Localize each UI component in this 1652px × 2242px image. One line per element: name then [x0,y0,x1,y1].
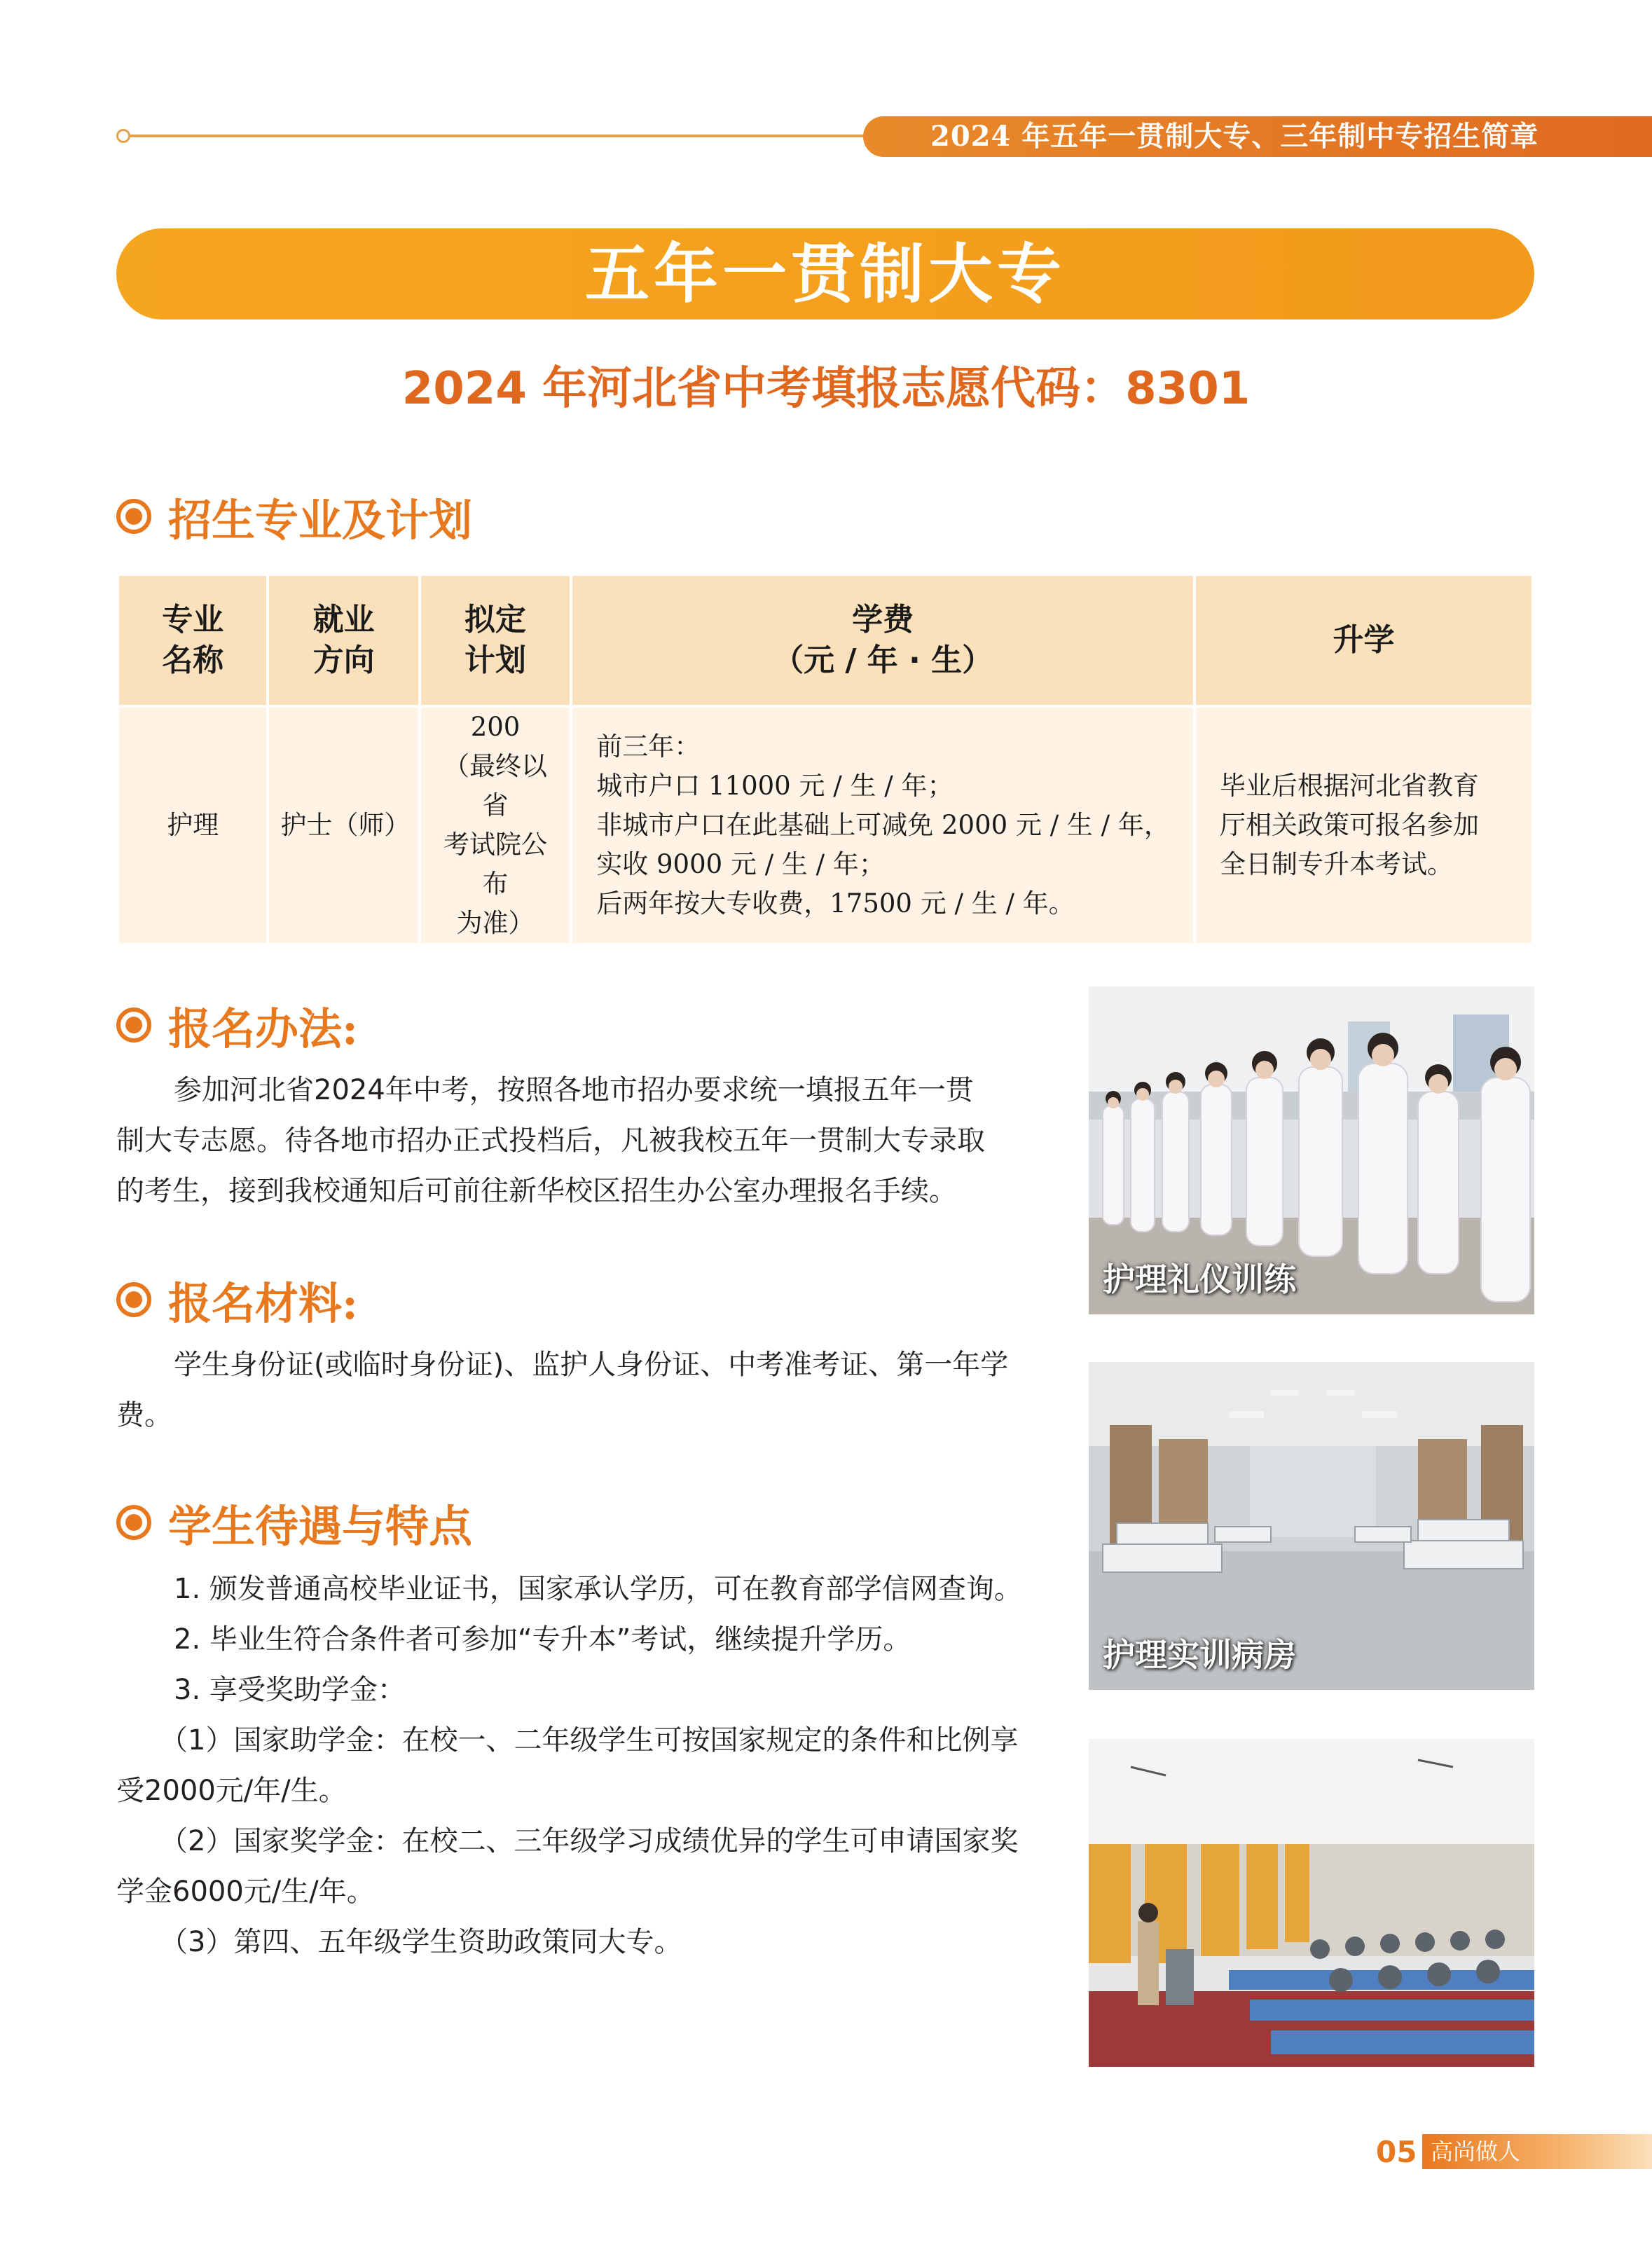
text-line: 费。 [116,1399,172,1431]
header-cell-further [1196,576,1531,705]
bullet-circle-icon [116,1007,151,1043]
header-text: 方向 [312,642,375,678]
cell-career: 护士（师） [269,705,418,943]
list-item: 1. 颁发普通高校毕业证书，国家承认学历，可在教育部学信网查询。 [174,1573,1022,1605]
header-cell-career [269,576,418,705]
cell-further [1196,705,1531,943]
header-text: 升学 [1333,622,1395,658]
cell-line: 前三年： [596,731,701,762]
list-item: 受2000元/年/生。 [116,1775,347,1807]
benefits-list [116,1564,1027,1967]
footer-slogan: 高尚做人 [1431,2138,1521,2165]
cell-plan [421,705,570,943]
brochure-title: 2024 年五年一贯制大专、三年制中专招生简章 [930,120,1539,153]
footer-slogan-bar [1422,2134,1652,2169]
list-item: 学金6000元/生/年。 [116,1876,375,1908]
cell-line: 200 [470,712,521,742]
header-text: （元 / 年 · 生） [773,642,993,678]
materials-paragraph [116,1340,1027,1440]
cell-line: 考试院公布 [443,830,548,899]
text-line: 的考生，接到我校通知后可前往新华校区招生办公室办理报名手续。 [116,1175,957,1207]
header-cell-major [119,576,266,705]
text-line: 参加河北省2024年中考，按照各地市招办要求统一填报五年一贯 [174,1074,974,1106]
photo-classroom [1089,1739,1534,2067]
cell-major: 护理 [119,705,266,943]
header-cell-plan [421,576,570,705]
list-item: （3）第四、五年级学生资助政策同大专。 [160,1926,682,1958]
cell-line: 非城市户口在此基础上可减免 2000 元 / 生 / 年， [596,810,1170,840]
photo-etiquette-training [1089,986,1534,1314]
header-text: 计划 [464,642,527,678]
table-row [119,705,1531,943]
brochure-title-bar [863,116,1652,157]
enrollment-table [116,576,1534,943]
text-line: 学生身份证(或临时身份证)、监护人身份证、中考准考证、第一年学 [174,1349,1009,1381]
cell-line: 为准） [456,908,535,938]
header-text: 就业 [312,602,375,638]
cell-line: 厅相关政策可报名参加 [1220,810,1480,840]
page-title-banner [116,228,1534,319]
section-heading-method [116,993,358,1057]
header-rule-dot [116,129,130,143]
section-title: 招生专业及计划 [168,494,473,546]
classroom-image [1089,1739,1534,2067]
list-item: 3. 享受奖助学金： [174,1674,406,1706]
cell-line: 全日制专升本考试。 [1220,849,1454,879]
page-title: 五年一贯制大专 [584,236,1066,312]
header-text: 拟定 [464,602,527,638]
header-cell-fee [572,576,1193,705]
list-item: 2. 毕业生符合条件者可参加“专升本”考试，继续提升学历。 [174,1623,911,1656]
section-heading-benefits [116,1491,472,1554]
photo-training-ward [1089,1362,1534,1690]
header-rule [125,135,867,137]
bullet-circle-icon [116,499,151,534]
photo-caption: 护理礼仪训练 [1103,1260,1296,1298]
header-text: 专业 [162,602,224,638]
section-title: 报名办法: [168,1003,358,1054]
header-text: 学费 [852,602,914,638]
cell-fee [572,705,1193,943]
section-heading-materials [116,1268,358,1331]
cell-line: 实收 9000 元 / 生 / 年； [596,849,885,879]
section-heading-plan [116,485,472,548]
section-title: 报名材料: [168,1277,358,1329]
text-line: 制大专志愿。待各地市招办正式投档后，凡被我校五年一贯制大专录取 [116,1125,985,1157]
page-number: 05 [1376,2135,1417,2169]
bullet-circle-icon [116,1505,151,1540]
application-code-line: 2024 年河北省中考填报志愿代码：8301 [401,363,1251,415]
cell-line: 城市户口 11000 元 / 生 / 年； [596,771,954,801]
photo-caption: 护理实训病房 [1103,1636,1296,1674]
section-title: 学生待遇与特点 [168,1500,473,1552]
list-item: （1）国家助学金：在校一、二年级学生可按国家规定的条件和比例享 [160,1724,1019,1756]
cell-line: （最终以省 [443,751,548,820]
bullet-circle-icon [116,1282,151,1317]
header-text: 名称 [162,642,224,678]
cell-line: 毕业后根据河北省教育 [1220,771,1480,801]
list-item: （2）国家奖学金：在校二、三年级学习成绩优异的学生可申请国家奖 [160,1825,1019,1857]
method-paragraph [116,1065,1027,1216]
cell-line: 后两年按大专收费，17500 元 / 生 / 年。 [596,888,1075,919]
